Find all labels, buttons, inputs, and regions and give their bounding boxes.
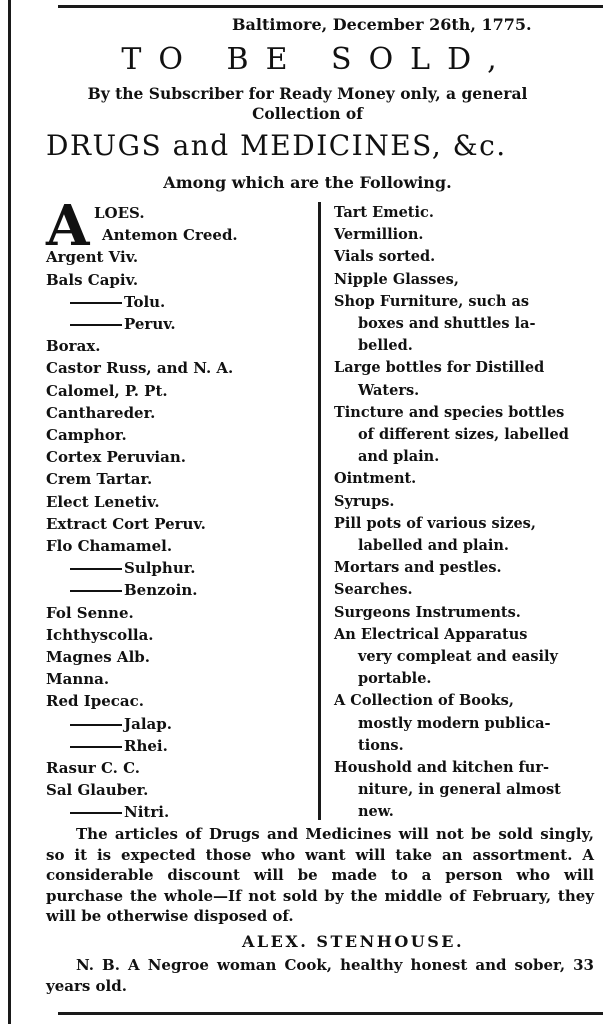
terms-paragraph — [46, 824, 594, 927]
right-goods-list — [334, 202, 604, 824]
ditto-dash — [70, 302, 122, 304]
list-item: Tart Emetic. — [334, 204, 434, 221]
list-item: Antemon Creed. — [102, 226, 238, 245]
list-item: Bals Capiv. — [46, 270, 139, 289]
headline: TO BE SOLD, — [121, 42, 514, 77]
list-item: Ointment. — [334, 470, 417, 488]
list-item: Argent Viv. — [46, 248, 139, 267]
list-item: portable. — [358, 670, 432, 688]
list-item: and plain. — [358, 448, 440, 466]
list-item: Mortars and pestles. — [334, 559, 502, 577]
list-item: Castor Russ, and N. A. — [46, 359, 234, 378]
list-item: Cortex Peruvian. — [46, 448, 186, 467]
list-item: Manna. — [46, 670, 110, 689]
list-item: Fol Senne. — [46, 603, 134, 622]
list-item: Extract Cort Peruv. — [46, 514, 206, 533]
list-item: Benzoin. — [46, 579, 316, 601]
list-item: Elect Lenetiv. — [46, 492, 160, 511]
ditto-dash — [70, 746, 122, 748]
ditto-dash — [70, 812, 122, 814]
nota-bene-text: N. B. A Negroe woman Cook, healthy honest and sober, 33 years old. — [46, 956, 594, 995]
list-item: A Collection of Books, — [334, 692, 514, 710]
list-item: very compleat and easily — [358, 648, 558, 666]
list-item: Crem Tartar. — [46, 470, 153, 489]
ditto-dash — [70, 724, 122, 726]
list-item: Surgeons Instruments. — [334, 603, 521, 621]
terms-text: The articles of Drugs and Medicines will not be sold singly, so it is expected those who want will take an assortment. A considerable discount will be made to a person who will purchase the whole—If not sold by the middle of February, they will be otherwise disposed of. — [46, 825, 594, 925]
list-item: Vermillion. — [334, 226, 424, 244]
ditto-dash — [70, 568, 122, 570]
list-item: Calomel, P. Pt. — [46, 381, 168, 400]
left-border-rule — [8, 0, 11, 1024]
subtitle-line-2: Collection of — [252, 104, 363, 123]
page-title: DRUGS and MEDICINES, &c. — [46, 129, 507, 162]
list-item: Rhei. — [46, 735, 316, 757]
list-item: new. — [358, 803, 394, 821]
list-item: An Electrical Apparatus — [334, 625, 528, 643]
list-item: Borax. — [46, 337, 101, 356]
list-item: Pill pots of various sizes, — [334, 514, 536, 532]
list-item: Syrups. — [334, 492, 395, 510]
bottom-rule — [58, 1012, 603, 1015]
ditto-dash — [70, 590, 122, 592]
list-item: Camphor. — [46, 426, 127, 445]
nota-bene — [46, 955, 594, 996]
top-rule — [58, 5, 603, 8]
list-item: Ichthyscolla. — [46, 625, 154, 644]
list-item: Waters. — [358, 381, 420, 399]
signature: ALEX. STENHOUSE. — [242, 932, 465, 951]
list-item: LOES. — [94, 204, 145, 222]
left-drug-list — [46, 202, 316, 824]
list-item: boxes and shuttles la- — [358, 315, 536, 333]
list-item: Vials sorted. — [334, 248, 436, 266]
column-divider — [318, 202, 321, 820]
list-item: Nitri. — [46, 801, 316, 823]
list-item: tions. — [358, 736, 404, 754]
list-item: belled. — [358, 337, 413, 355]
list-item: Flo Chamamel. — [46, 537, 173, 556]
list-item: Peruv. — [46, 313, 316, 335]
list-item: niture, in general almost — [358, 781, 561, 799]
list-item: Tolu. — [46, 291, 316, 313]
list-item: Houshold and kitchen fur- — [334, 759, 549, 777]
list-item: of different sizes, labelled — [358, 426, 569, 444]
list-item: Large bottles for Distilled — [334, 359, 545, 377]
list-item: Canthareder. — [46, 403, 156, 422]
list-item: Nipple Glasses, — [334, 270, 459, 288]
intro-line: Among which are the Following. — [163, 173, 452, 192]
list-item: mostly modern publica- — [358, 714, 551, 732]
ditto-dash — [70, 324, 122, 326]
list-item: Jalap. — [46, 713, 316, 735]
list-item: Shop Furniture, such as — [334, 292, 530, 310]
subtitle-line-1: By the Subscriber for Ready Money only, a general — [87, 84, 528, 103]
drop-cap-letter: A — [46, 193, 90, 259]
list-item: Rasur C. C. — [46, 759, 141, 778]
list-item: Searches. — [334, 581, 413, 599]
list-item: Magnes Alb. — [46, 648, 150, 667]
list-item: Sal Glauber. — [46, 781, 149, 800]
list-item: labelled and plain. — [358, 537, 509, 555]
list-item: Red Ipecac. — [46, 692, 144, 711]
list-item: Tincture and species bottles — [334, 403, 565, 421]
list-item: Sulphur. — [46, 557, 316, 579]
dateline: Baltimore, December 26th, 1775. — [232, 15, 532, 34]
